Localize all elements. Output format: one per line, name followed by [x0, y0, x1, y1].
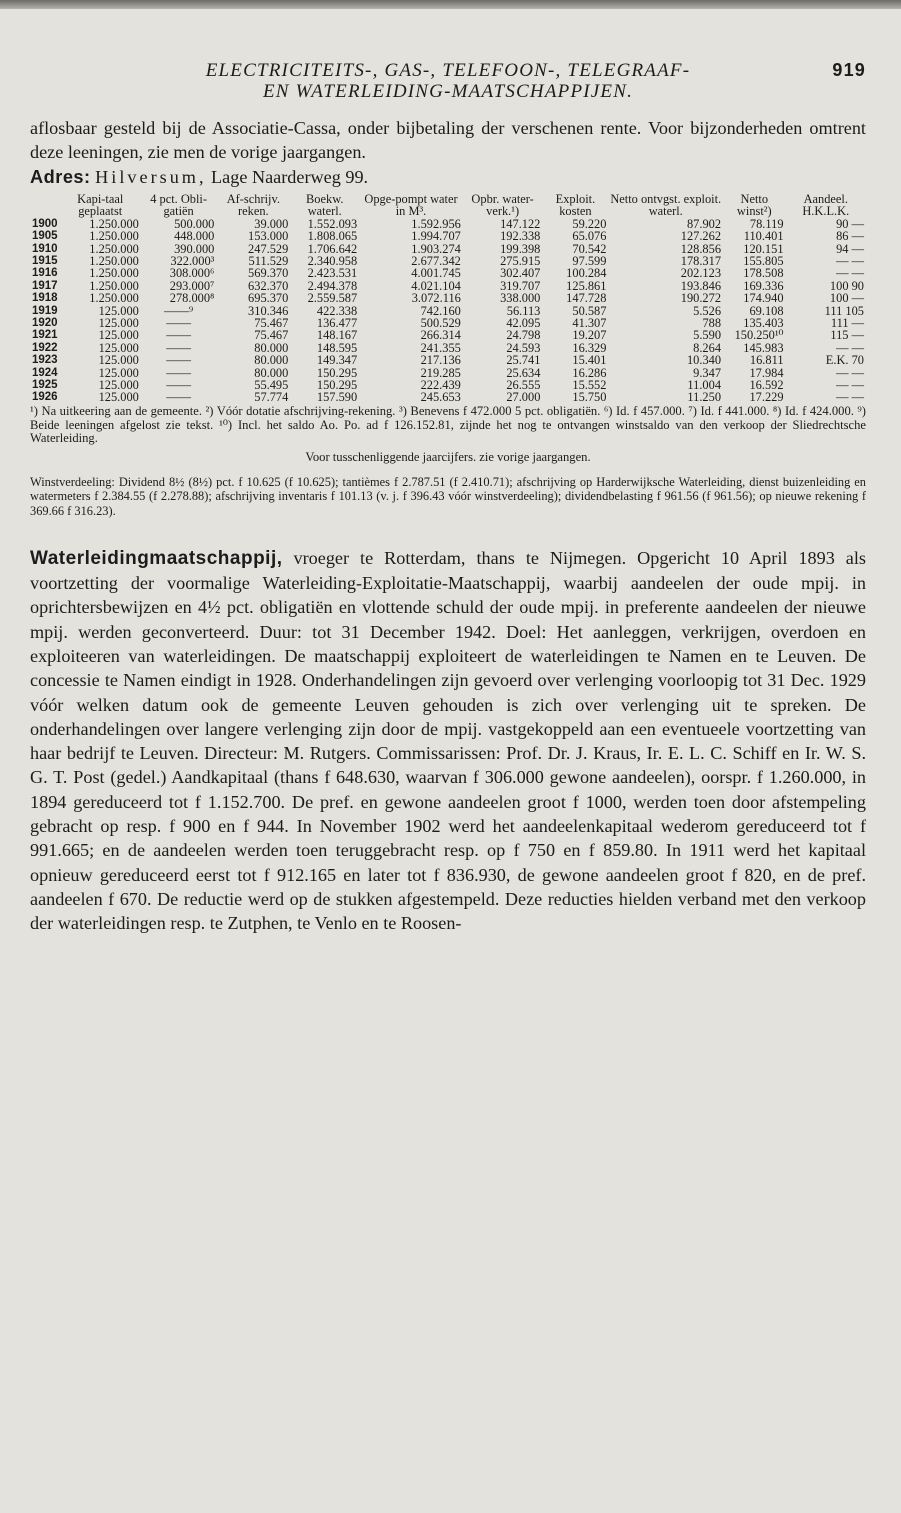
table-cell: 695.370 — [248, 291, 289, 306]
table-cell: 17.984 — [749, 365, 784, 380]
table-cell: 1.903.274 — [411, 241, 461, 256]
table-cell: 174.940 — [743, 291, 784, 306]
column-header: Netto ontvgst. exploit. waterl. — [610, 191, 722, 219]
row-year: 1920 — [32, 316, 58, 329]
table-cell: 8.264 — [693, 340, 722, 355]
table-cell: 1.994.707 — [411, 229, 461, 244]
table-cell: 125.000 — [98, 353, 139, 368]
table-cell: 147.122 — [500, 216, 541, 231]
column-header: Af-schrijv. reken. — [226, 191, 280, 219]
table-cell: 115 — — [830, 328, 864, 343]
table-header-row — [30, 193, 866, 218]
table-cell: 190.272 — [680, 291, 722, 306]
table-cell: 110.401 — [743, 229, 784, 244]
table-cell: 1.250.000 — [89, 241, 139, 256]
table-cell: 10.340 — [686, 353, 722, 368]
table-cell: 90 — — [836, 216, 864, 231]
table-cell: —— — [166, 315, 191, 330]
row-year: 1925 — [32, 378, 58, 391]
table-body — [30, 218, 866, 404]
table-cell: 1.250.000 — [89, 266, 139, 281]
table-cell: 178.508 — [743, 266, 784, 281]
table-cell: 1.250.000 — [89, 229, 139, 244]
table-cell: 157.590 — [316, 390, 358, 405]
table-cell: 42.095 — [506, 315, 541, 330]
table-cell: 15.750 — [572, 390, 607, 405]
table-cell: 100 — — [829, 291, 864, 306]
address-line — [30, 165, 866, 189]
table-cell: 5.590 — [693, 328, 722, 343]
table-cell: 511.529 — [248, 253, 289, 268]
row-year: 1910 — [32, 242, 58, 255]
table-cell: 308.000⁶ — [169, 266, 215, 281]
table-cell: 125.861 — [566, 278, 607, 293]
table-cell: 125.000 — [98, 303, 139, 318]
table-cell: 86 — — [836, 229, 864, 244]
table-cell: 1.808.065 — [307, 229, 358, 244]
table-cell: —— — [166, 365, 191, 380]
address-label: Adres: — [30, 166, 91, 187]
table-cell: 55.495 — [254, 377, 289, 392]
table-cell: 2.494.378 — [307, 278, 358, 293]
table-cell: 217.136 — [420, 353, 461, 368]
table-cell: 147.728 — [566, 291, 607, 306]
table-cell: 155.805 — [743, 253, 784, 268]
company-text: vroeger te Rotterdam, thans te Nijmegen. Opgericht 10 April 1893 als voortzetting der voormalige Waterleiding-Exploitatie-Maatschappij, waarbij aandeelen der oude mpij. in oprichtersbewijzen en 4½ pct. obligatiën en vlottende schuld der oude mpij. in preferente aandeelen der nieuwe mpij. werden geconverteerd. Duur: tot 31 December 1942. Doel: Het aanleggen, verkrijgen, overdoen en exploiteeren van waterleidingen. De maatschappij exploiteert de waterleidingen te Namen en te Leuven. De concessie te Namen eindigt in 1928. Onderhandelingen zijn gevoerd over verlenging voorloopig tot 31 Dec. 1929 vóór welken datum ook de gemeente Leuven gehouden is zich over verlenging uit te spreken. De onderhandelingen over langere verlenging zijn door de mpij. vastgekoppeld aan een eventueele voortzetting van haar bedrijf te Leuven. Directeur: M. Rutgers. Commissarissen: Prof. Dr. J. Kraus, Ir. E. L. C. Schiff en Ir. W. S. G. T. Post (gedel.) Aandkapitaal (thans f 648.630, waarvan f 306.000 gewone aandeelen), oorspr. f 1.260.000, in 1894 gereduceerd tot f 1.152.700. De pref. en gewone aandeelen groot f 1000, werden toen door afstempeling gebracht op resp. f 900 en f 944. In November 1902 werd het aandeelenkapitaal wederom gereduceerd tot f 991.665; en de aandeelen werden toen teruggebracht resp. op f 750 en f 859.80. In 1911 werd het kapitaal opnieuw gereduceerd eerst tot f 912.165 en later tot f 836.930, de gewone aandeelen groot f 820, en de pref. aandeelen f 670. De reductie werd op de stukken afgestempeld. Deze reducties hielden verband met den verkoop der waterleidingen resp. te Zutphen, te Venlo en te Roosen- — [30, 547, 866, 934]
company-paragraph — [30, 546, 866, 936]
row-year: 1918 — [32, 292, 58, 305]
column-header: Netto winst²) — [736, 191, 772, 219]
table-cell: 24.798 — [506, 328, 541, 343]
table-cell: 310.346 — [248, 303, 289, 318]
table-cell: 247.529 — [248, 241, 289, 256]
table-cell: 26.555 — [506, 377, 541, 392]
table-row — [30, 329, 866, 341]
table-cell: 1.552.093 — [307, 216, 358, 231]
page-number: 919 — [832, 60, 866, 80]
row-year: 1926 — [32, 391, 58, 404]
table-row — [30, 267, 866, 279]
table-cell: 111 — — [830, 315, 864, 330]
table-cell: — — — [836, 266, 864, 281]
table-cell: 2.340.958 — [307, 253, 358, 268]
table-footnotes: ¹) Na uitkeering aan de gemeente. ²) Vóór dotatie afschrijving-rekening. ³) Benevens f 472.000 5 pct. obligatiën. ⁶) Id. f 457.000. ⁷) Id. f 441.000. ⁸) Id. f 424.000. ⁹) Beide leeningen afgelost zie tekst. ¹⁰) Incl. het saldo Ao. Po. ad f 126.152.81, zijnde het nog te ontvangen winstsaldo van den verkoop der Sliedrechtsche Waterleiding. — [30, 403, 866, 446]
table-cell: 70.542 — [572, 241, 607, 256]
table-row — [30, 230, 866, 242]
table-cell: 15.552 — [572, 377, 607, 392]
table-cell: 569.370 — [248, 266, 289, 281]
table-cell: 145.983 — [743, 340, 784, 355]
table-cell: 80.000 — [254, 340, 289, 355]
row-year: 1915 — [32, 254, 58, 267]
column-header: Opbr. water-verk.¹) — [471, 191, 534, 219]
header-line-1: ELECTRICITEITS-, GAS-, TELEFOON-, TELEGRAAF- — [205, 60, 691, 81]
page — [30, 60, 866, 936]
table-cell: 39.000 — [254, 216, 289, 231]
table-cell: 500.000 — [174, 216, 215, 231]
table-cell: 169.336 — [743, 278, 784, 293]
column-header: Exploit. kosten — [555, 191, 596, 219]
table-cell: 69.108 — [749, 303, 784, 318]
table-cell: 319.707 — [500, 278, 541, 293]
table-cell: —— — [166, 328, 191, 343]
table-cell: 16.811 — [749, 353, 784, 368]
table-cell: 128.856 — [680, 241, 722, 256]
table-row — [30, 391, 866, 403]
table-cell: 1.592.956 — [411, 216, 461, 231]
company-name: Waterleidingmaatschappij, — [30, 547, 283, 569]
table-cell: 125.000 — [98, 390, 139, 405]
profit-distribution: Winstverdeeling: Dividend 8½ (8½) pct. f 10.625 (f 10.625); tantièmes f 2.787.51 (f 2.410.71); afschrijving op Harderwijksche Waterleiding, dienst buizenleiding en watermeters f 2.384.55 (f 2.278.88); afschrijving inventaris f 101.13 (v. j. f 396.43 vóór winstverdeeling); dividendbelasting f 961.56 (f 961.56); op nieuwe rekening f 369.66 f 316.23). — [30, 475, 866, 518]
table-cell: 87.902 — [686, 216, 722, 231]
table-cell: — — — [836, 390, 864, 405]
table-cell: —— — [166, 340, 191, 355]
table-cell: — — — [836, 253, 864, 268]
scan-edge — [0, 0, 901, 9]
table-cell: 150.295 — [316, 377, 358, 392]
table-cell: 125.000 — [98, 328, 139, 343]
table-cell: 500.529 — [420, 315, 461, 330]
table-cell: 11.004 — [687, 377, 722, 392]
table-cell: 19.207 — [572, 328, 607, 343]
table-cell: 4.021.104 — [411, 278, 461, 293]
table-cell: 1.250.000 — [89, 291, 139, 306]
column-header: Boekw. waterl. — [306, 191, 344, 219]
table-cell: 136.477 — [316, 315, 358, 330]
running-header — [30, 60, 866, 102]
table-cell: —— — [166, 377, 191, 392]
column-header: Opge-pompt water in M³. — [364, 191, 458, 219]
table-row — [30, 354, 866, 366]
table-cell: 4.001.745 — [411, 266, 461, 281]
row-year: 1921 — [32, 329, 58, 342]
table-cell: 1.250.000 — [89, 278, 139, 293]
table-cell: 2.677.342 — [411, 253, 461, 268]
row-year: 1917 — [32, 279, 58, 292]
table-cell: 150.250¹⁰ — [734, 328, 784, 343]
table-cell: 111 105 — [824, 303, 864, 318]
table-cell: — — — [836, 377, 864, 392]
table-cell: 127.262 — [680, 229, 722, 244]
table-cell: 202.123 — [680, 266, 722, 281]
table-cell: 2.423.531 — [307, 266, 358, 281]
table-cell: ——⁹ — [164, 303, 194, 318]
table-cell: 422.338 — [316, 303, 358, 318]
table-cell: 9.347 — [693, 365, 722, 380]
table-cell: 1.250.000 — [89, 253, 139, 268]
table-cell: 16.329 — [572, 340, 607, 355]
table-cell: 94 — — [836, 241, 864, 256]
table-cell: 1.250.000 — [89, 216, 139, 231]
column-header: Aandeel. H.K.L.K. — [802, 191, 850, 219]
table-cell: 125.000 — [98, 340, 139, 355]
table-cell: 16.286 — [572, 365, 607, 380]
table-cell: 742.160 — [420, 303, 461, 318]
table-cell: 57.774 — [254, 390, 289, 405]
table-cell: 100 90 — [829, 278, 864, 293]
table-cell: 448.000 — [174, 229, 215, 244]
table-cell: 59.220 — [572, 216, 607, 231]
table-cell: 17.229 — [749, 390, 784, 405]
table-cell: 75.467 — [254, 315, 289, 330]
address-street: Lage Naarderweg 99. — [211, 166, 369, 187]
table-cell: 788 — [702, 315, 722, 330]
table-cell: 390.000 — [174, 241, 215, 256]
table-cell: 41.307 — [572, 315, 607, 330]
intro-paragraph: aflosbaar gesteld bij de Associatie-Cassa, onder bijbetaling der verschenen rente. Voor bijzonderheden omtrent deze leeningen, zie men de vorige jaargangen. — [30, 118, 866, 163]
table-cell: 78.119 — [749, 216, 784, 231]
table-cell: —— — [166, 390, 191, 405]
table-cell: — — — [836, 365, 864, 380]
table-cell: 50.587 — [572, 303, 607, 318]
row-year: 1919 — [32, 304, 58, 317]
row-year: 1916 — [32, 267, 58, 280]
table-cell: 24.593 — [506, 340, 541, 355]
table-cell: 80.000 — [254, 365, 289, 380]
table-cell: 245.653 — [420, 390, 461, 405]
table-cell: 125.000 — [98, 315, 139, 330]
table-cell: 97.599 — [572, 253, 607, 268]
table-cell: 75.467 — [254, 328, 289, 343]
table-cell: — — — [836, 340, 864, 355]
column-header: Kapi-taal geplaatst — [77, 191, 124, 219]
table-cell: 25.741 — [506, 353, 541, 368]
column-header: 4 pct. Obli-gatiën — [150, 191, 207, 219]
table-cell: 150.295 — [316, 365, 358, 380]
table-cell: 2.559.587 — [307, 291, 358, 306]
table-cell: 135.403 — [743, 315, 784, 330]
table-cell: —— — [166, 353, 191, 368]
table-cell: 219.285 — [420, 365, 461, 380]
table-row — [30, 292, 866, 304]
table-cell: 3.072.116 — [411, 291, 461, 306]
table-cell: 632.370 — [248, 278, 289, 293]
table-cell: 65.076 — [572, 229, 607, 244]
table-cell: 178.317 — [680, 253, 722, 268]
table-cell: 25.634 — [506, 365, 541, 380]
row-year: 1905 — [32, 230, 58, 243]
table-cell: 192.338 — [500, 229, 541, 244]
row-year: 1924 — [32, 366, 58, 379]
table-cell: 338.000 — [500, 291, 541, 306]
table-cell: 125.000 — [98, 365, 139, 380]
table-cell: 293.000⁷ — [169, 278, 215, 293]
table-cell: 222.439 — [420, 377, 461, 392]
table-cell: 11.250 — [687, 390, 722, 405]
table-cell: 275.915 — [500, 253, 541, 268]
intermediate-years-note: Voor tusschenliggende jaarcijfers. zie vorige jaargangen. — [305, 450, 591, 465]
table-cell: 15.401 — [572, 353, 607, 368]
table-cell: 193.846 — [680, 278, 722, 293]
table-cell: 148.167 — [316, 328, 358, 343]
header-line-2: EN WATERLEIDING-MAATSCHAPPIJEN. — [262, 81, 634, 102]
table-cell: E.K. 70 — [825, 353, 864, 368]
table-cell: 241.355 — [420, 340, 461, 355]
table-cell: 149.347 — [316, 353, 358, 368]
table-cell: 278.000⁸ — [169, 291, 215, 306]
table-cell: 125.000 — [98, 377, 139, 392]
table-cell: 120.151 — [743, 241, 784, 256]
table-cell: 302.407 — [500, 266, 541, 281]
table-cell: 27.000 — [506, 390, 541, 405]
row-year: 1923 — [32, 354, 58, 367]
table-cell: 80.000 — [254, 353, 289, 368]
table-cell: 322.000³ — [170, 253, 215, 268]
table-cell: 56.113 — [506, 303, 541, 318]
table-cell: 5.526 — [693, 303, 722, 318]
column-header — [30, 193, 60, 218]
address-city: Hilversum, — [95, 166, 207, 187]
table-cell: 266.314 — [420, 328, 461, 343]
financial-table — [30, 193, 866, 404]
table-cell: 100.284 — [566, 266, 607, 281]
row-year: 1922 — [32, 341, 58, 354]
table-cell: 148.595 — [316, 340, 358, 355]
table-cell: 199.398 — [500, 241, 541, 256]
table-cell: 153.000 — [248, 229, 289, 244]
table-cell: 16.592 — [749, 377, 784, 392]
row-year: 1900 — [32, 217, 58, 230]
table-cell: 1.706.642 — [307, 241, 358, 256]
